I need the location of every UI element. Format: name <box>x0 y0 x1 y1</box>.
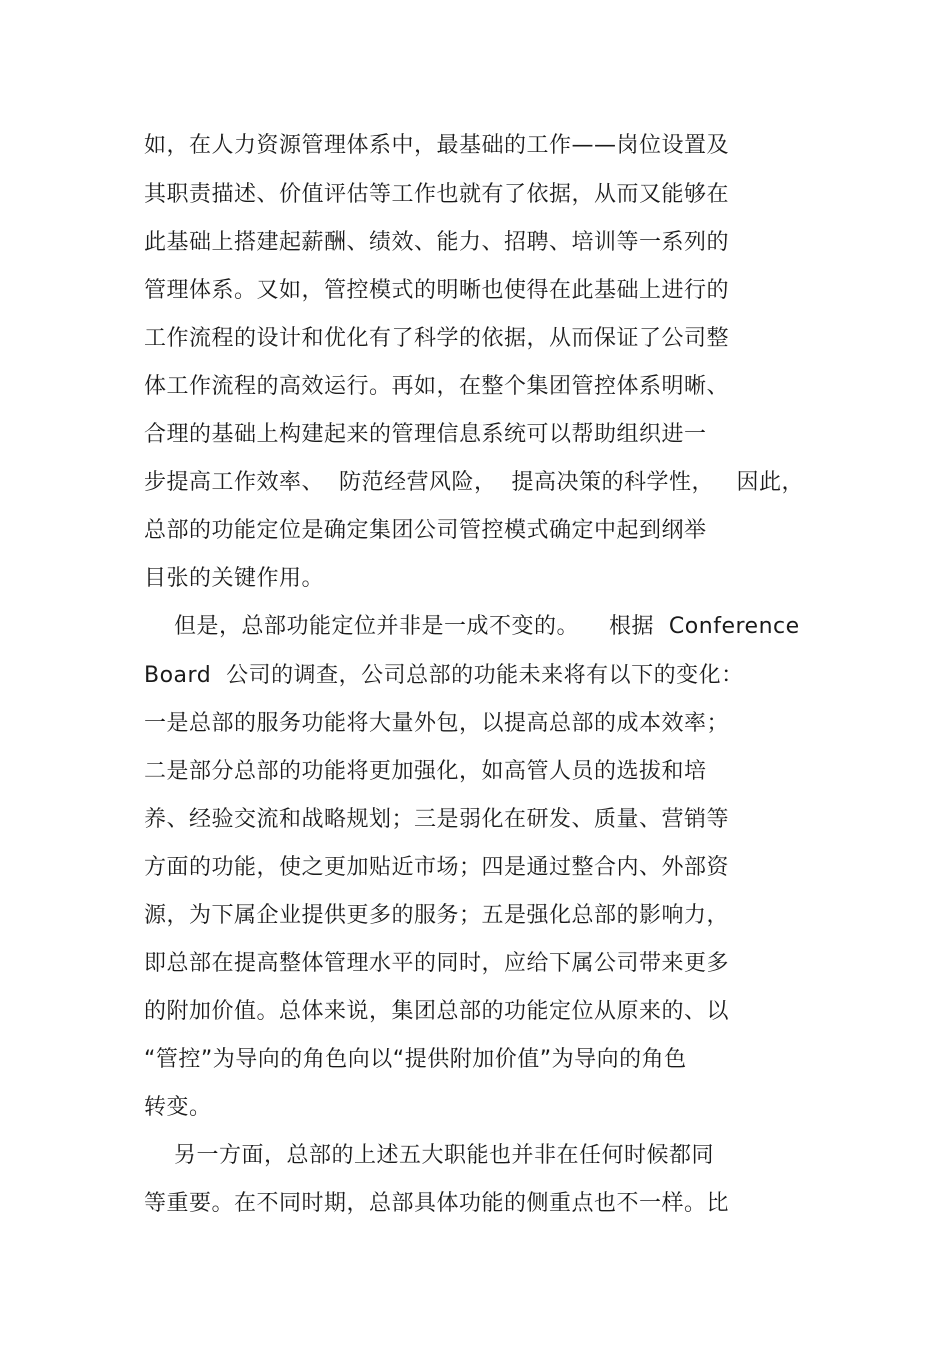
text-line: 一是总部的服务功能将大量外包，以提高总部的成本效率； <box>144 711 730 736</box>
text-line: 目张的关键作用。 <box>144 566 325 591</box>
text-line: 步提高工作效率、 防范经营风险， 提高决策的科学性， 因此， <box>144 470 804 495</box>
text-line: 另一方面，总部的上述五大职能也并非在任何时候都同 <box>144 1143 714 1168</box>
text-line: 体工作流程的高效运行。再如，在整个集团管控体系明晰、 <box>144 374 730 399</box>
text-line: 此基础上搭建起薪酬、绩效、能力、招聘、培训等一系列的 <box>144 230 730 255</box>
text-line: 的附加价值。总体来说，集团总部的功能定位从原来的、以 <box>144 999 730 1024</box>
text-line: “管控”为导向的角色向以“提供附加价值”为导向的角色 <box>144 1047 687 1072</box>
text-line: 即总部在提高整体管理水平的同时，应给下属公司带来更多 <box>144 951 730 976</box>
text-line: 二是部分总部的功能将更加强化，如高管人员的选拔和培 <box>144 759 707 784</box>
text-line: 如，在人力资源管理体系中，最基础的工作——岗位设置及 <box>144 133 730 158</box>
text-line: 源，为下属企业提供更多的服务；五是强化总部的影响力， <box>144 903 730 928</box>
text-line: 其职责描述、价值评估等工作也就有了依据，从而又能够在 <box>144 182 730 207</box>
text-line: 管理体系。又如，管控模式的明晰也使得在此基础上进行的 <box>144 278 730 303</box>
text-line: 工作流程的设计和优化有了科学的依据，从而保证了公司整 <box>144 326 730 351</box>
text-line: 转变。 <box>144 1095 212 1120</box>
text-line: 方面的功能，使之更加贴近市场；四是通过整合内、外部资 <box>144 855 730 880</box>
text-line: 总部的功能定位是确定集团公司管控模式确定中起到纲举 <box>144 518 707 543</box>
text-line: 合理的基础上构建起来的管理信息系统可以帮助组织进一 <box>144 422 707 447</box>
text-line: Board 公司的调查，公司总部的功能未来将有以下的变化： <box>144 663 744 688</box>
text-line: 但是，总部功能定位并非是一成不变的。 根据 Conference <box>144 614 800 639</box>
text-line: 养、经验交流和战略规划；三是弱化在研发、质量、营销等 <box>144 807 730 832</box>
text-line: 等重要。在不同时期，总部具体功能的侧重点也不一样。比 <box>144 1191 730 1216</box>
